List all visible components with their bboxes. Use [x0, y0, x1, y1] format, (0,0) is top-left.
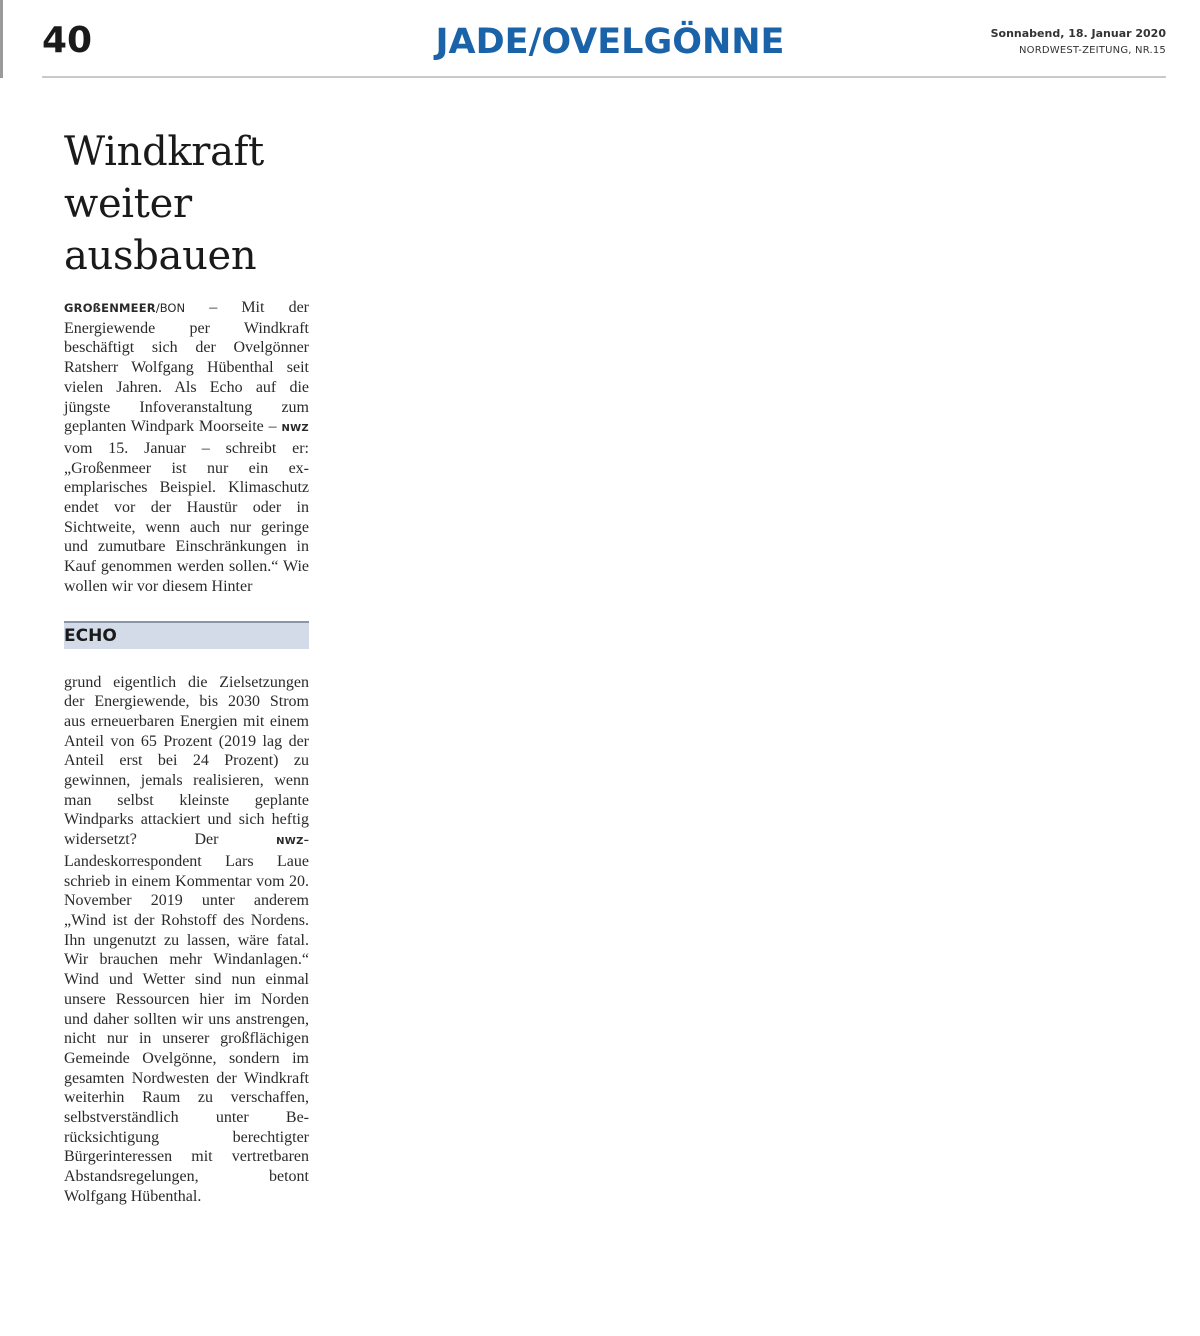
body-text-segment: vom 15. Januar – schreibt er: „Großenmeer ist nur ein exemplarisches Beispiel. Klimaschutz endet vor der Haustür oder in Sichtweite, wenn auch nur geringe und zumutbare Einschränkungen in Kauf genommen werden sollen.“ Wie wollen wir vor diesem Hinter: [64, 439, 309, 595]
article: [64, 126, 309, 1207]
article-body-part-1: [64, 298, 309, 597]
issue-date: Sonnabend, 18. Januar 2020: [990, 27, 1166, 40]
article-headline: Windkraft weiter ausbauen: [64, 129, 264, 279]
page-edge-mark: [0, 0, 3, 78]
echo-label-box: [64, 621, 309, 649]
section-title: JADE/OVELGÖNNE: [435, 22, 785, 62]
body-text-segment: -Landeskorrespondent Lars Laue schrieb in einem Kommentar vom 20. November 2019 unter anderem „Wind ist der Rohstoff des Nordens. Ihn ungenutzt zu lassen, wäre fatal. Wir brauchen mehr Windanlagen.“ Wind und Wetter sind nun einmal unsere Ressourcen hier im Norden und daher sollten wir uns anstrengen, nicht nur in unserer großflächigen Gemeinde Ovelgönne, sondern im gesamten Nordwesten der Windkraft weiterhin Raum zu verschaffen, selbstverständlich unter Berücksichtigung berechtigter Bürgerinteressen mit vertretbaren Abstandsregelungen, betont Wolfgang Hübenthal.: [64, 831, 309, 1205]
article-body-part-2: [64, 673, 309, 1207]
header-divider: [42, 76, 1166, 78]
nwz-logo: NWZ: [276, 836, 304, 848]
nwz-logo: NWZ: [281, 423, 309, 435]
header-meta: [991, 26, 1166, 59]
echo-label: ECHO: [64, 625, 117, 646]
dateline-author: /BON: [155, 301, 186, 315]
body-text-segment: – Mit der Energiewende per Windkraft beschäftigt sich der Ovelgönner Ratsherr Wolfgang Hübenthal seit vielen Jahren. Als Echo auf die jüngste Infoveranstaltung zum geplanten Windpark Moorseite –: [64, 299, 309, 436]
page-number: 40: [42, 20, 93, 61]
body-text-segment: grund eigentlich die Zielsetzungen der Energiewende, bis 2030 Strom aus erneuerbaren Energien mit einem Anteil von 65 Prozent (2019 lag der Anteil erst bei 24 Prozent) zu gewinnen, jemals realisieren, wenn man selbst kleinste geplante Windparks attackiert und sich heftig widersetzt? Der: [64, 673, 309, 849]
dateline-place: GROßENMEER: [64, 301, 156, 315]
issue-number: NORDWEST-ZEITUNG, NR.15: [1018, 45, 1166, 56]
